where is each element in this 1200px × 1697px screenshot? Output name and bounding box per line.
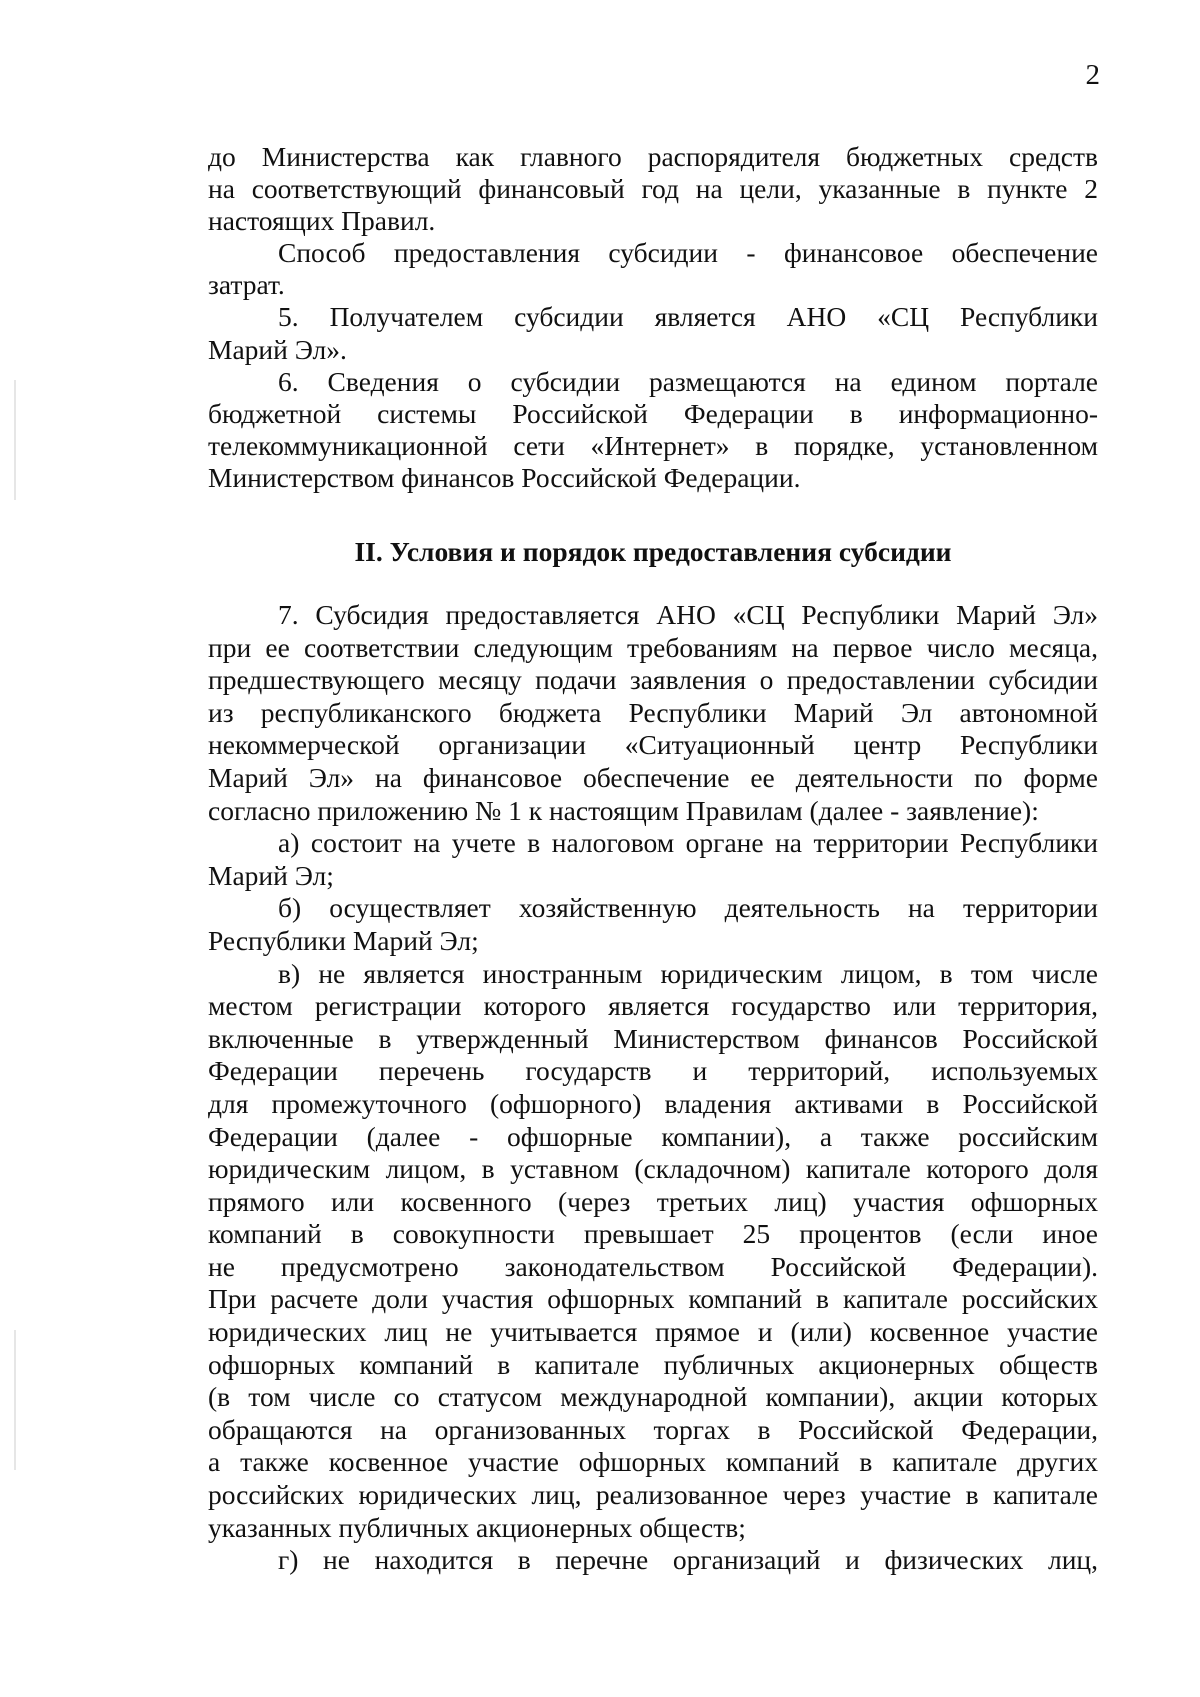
text-line: Министерством финансов Российской Федерации. xyxy=(208,461,801,493)
page-number: 2 xyxy=(1085,59,1100,91)
text-line: б) осуществляет хозяйственную деятельность на территории xyxy=(278,892,1098,924)
text-line: компаний в совокупности превышает 25 процентов (если иное xyxy=(208,1218,1098,1250)
text-line: некоммерческой организации «Ситуационный центр Республики xyxy=(208,729,1098,761)
text-line: 5. Получателем субсидии является АНО «СЦ Республики xyxy=(278,301,1098,333)
text-line: местом регистрации которого является государство или территория, xyxy=(208,990,1098,1022)
text-line: затрат. xyxy=(208,269,285,301)
text-line: телекоммуникационной сети «Интернет» в порядке, установленном xyxy=(208,429,1098,461)
text-line: согласно приложению № 1 к настоящим Правилам (далее - заявление): xyxy=(208,794,1039,826)
text-line: юридических лиц не учитывается прямое и (или) косвенное участие xyxy=(208,1316,1098,1348)
section-1-text xyxy=(208,141,1098,494)
text-line: Марий Эл» на финансовое обеспечение ее деятельности по форме xyxy=(208,761,1098,793)
text-line: Федерации (далее - офшорные компании), а также российским xyxy=(208,1120,1098,1152)
text-line: Республики Марий Эл; xyxy=(208,924,479,956)
text-line: Федерации перечень государств и территорий, используемых xyxy=(208,1055,1098,1087)
text-line: 7. Субсидия предоставляется АНО «СЦ Республики Марий Эл» xyxy=(278,599,1098,630)
text-line: офшорных компаний в капитале публичных акционерных обществ xyxy=(208,1348,1098,1380)
text-line: г) не находится в перечне организаций и физических лиц, xyxy=(278,1544,1098,1576)
section-2-heading: II. Условия и порядок предоставления субсидии xyxy=(354,536,952,567)
text-line: Способ предоставления субсидии - финансовое обеспечение xyxy=(278,237,1098,269)
text-line: 6. Сведения о субсидии размещаются на едином портале xyxy=(278,365,1098,397)
text-line: указанных публичных акционерных обществ; xyxy=(208,1511,746,1543)
text-line: Марий Эл; xyxy=(208,859,334,891)
text-line: предшествующего месяцу подачи заявления о предоставлении субсидии xyxy=(208,664,1098,696)
scan-margin-mark-bottom xyxy=(14,1330,16,1470)
text-line: не предусмотрено законодательством Российской Федерации). xyxy=(208,1250,1098,1282)
scan-margin-mark-top xyxy=(14,380,16,500)
text-line: настоящих Правил. xyxy=(208,205,436,237)
text-line: обращаются на организованных торгах в Российской Федерации, xyxy=(208,1413,1098,1445)
text-line: включенные в утвержденный Министерством финансов Российской xyxy=(208,1022,1098,1054)
text-line: при ее соответствии следующим требованиям на первое число месяца, xyxy=(208,631,1098,663)
text-line: (в том числе со статусом международной компании), акции которых xyxy=(208,1381,1098,1413)
text-line: бюджетной системы Российской Федерации в информационно- xyxy=(208,397,1098,429)
text-line: а также косвенное участие офшорных компаний в капитале других xyxy=(208,1446,1098,1478)
text-line: из республиканского бюджета Республики Марий Эл автономной xyxy=(208,696,1098,728)
text-line: При расчете доли участия офшорных компаний в капитале российских xyxy=(208,1283,1098,1315)
text-line: прямого или косвенного (через третьих лиц) участия офшорных xyxy=(208,1185,1098,1217)
text-line: на соответствующий финансовый год на цели, указанные в пункте 2 xyxy=(208,173,1098,205)
text-line: Марий Эл». xyxy=(208,333,347,365)
text-line: в) не является иностранным юридическим лицом, в том числе xyxy=(278,957,1098,989)
text-line: до Министерства как главного распорядителя бюджетных средств xyxy=(208,141,1098,172)
text-line: для промежуточного (офшорного) владения активами в Российской xyxy=(208,1087,1098,1119)
section-2-text xyxy=(208,599,1098,1577)
text-line: юридическим лицом, в уставном (складочном) капитале которого доля xyxy=(208,1153,1098,1185)
text-line: а) состоит на учете в налоговом органе на территории Республики xyxy=(278,827,1098,859)
text-line: российских юридических лиц, реализованное через участие в капитале xyxy=(208,1479,1098,1511)
